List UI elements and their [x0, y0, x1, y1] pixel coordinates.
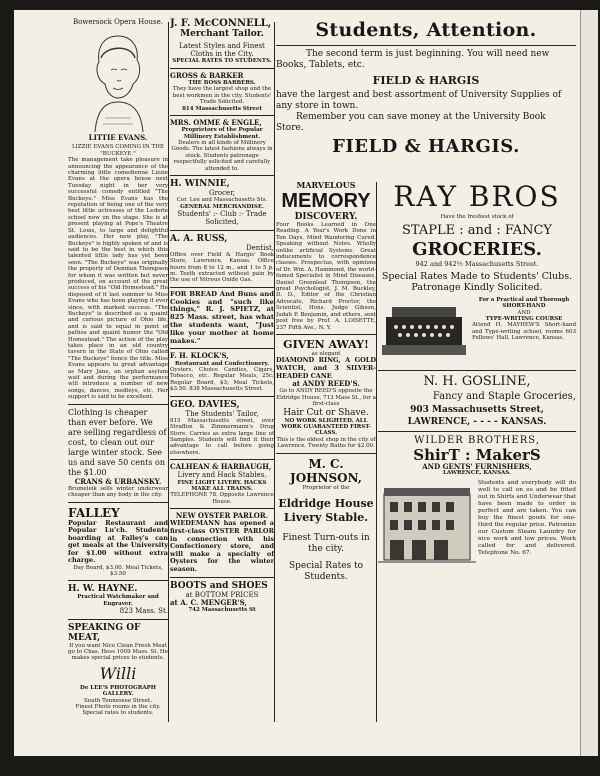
signature-logo: Willi [99, 663, 137, 683]
wilder-city: LAWRENCE, KANSAS. [442, 470, 511, 477]
winnie-merchandise: GENERAL MERCHANDISE. [180, 203, 264, 210]
column-rule [274, 22, 275, 722]
memory-label: MEMORY [281, 190, 371, 212]
winnie-trade: Students' :- Club :- Trade Solicited, [177, 210, 267, 227]
article-body: The management take pleasure in announcing the appearance of the charming little comedienne Lizzie Evans at the opera house next Tuesday night in her very successful comedy entitled "The Buckeye." Miss Evans has the reputation of being one of the very best little actresses of the Lederle school now on the stage. She is at present playing at Pope's Theatre St. Louis, to large and delightful audiences. Her new play, "The Buckeye" is highly spoken of and is said to be the best in which this talented little lady has yet been seen. "The Buckeye" was originally the property of Denman Thompson for whom it was written but never produced, on account of the great success of his "Old Homestead." He disposed of it last summer to Miss Evans who has been playing it ever since, with marked success. "The Buckeye" is described as a quaint and curious picture of Ohio life, and is said to equal in point of pathos and quaint humor the "Old Homestead." The action of the play takes place in an old country tavern in the State of Ohio called "The Buckeye" hence the title. Miss Evans appears to great advantage as Mary Jane, an orphan asylum waif and during the performance will introduce a number of new songs, dances, medleys, etc. Her support is said to be excellent. [68, 157, 168, 401]
field-hargis-banner: FIELD & HARGIS. [332, 136, 520, 157]
menger-address: 742 Massachusetts St [188, 607, 256, 613]
groceries-title: GROCERIES. [412, 239, 542, 261]
harbaugh-subtitle: Livery and Hack Stables. [177, 471, 267, 480]
headline-paragraph-1: The second term is just beginning. You will need new Books, Tablets, etc. [276, 49, 550, 70]
typewriting-course: TYPE-WRITING COURSE [485, 316, 563, 323]
wilder-block [378, 480, 576, 572]
next-page-edge [580, 10, 598, 756]
gallery-address: South Tennessee Street. [84, 697, 152, 704]
hayne-address: 823 Mass. St. [119, 607, 168, 616]
staple-fancy: STAPLE : and : FANCY [401, 223, 553, 239]
davies-body: 815 Massachusetts street, over Straffon & Zimmermann's Drug Store. Carries as extra large line of Samples. Students will find it their advantage to call before going elsewhere. [170, 417, 274, 456]
shirt-makers: ShirT : MakerS [413, 445, 541, 464]
boss-barbers: THE BOSS BARBERS. [188, 80, 256, 87]
column-rule [168, 22, 169, 722]
given-away-title: GIVEN AWAY! [283, 337, 369, 351]
boots-title: BOOTS and SHOES [170, 580, 268, 591]
barbers-body: They have the largest shop and the best workmen in the city. Students' Trade Solicited. [172, 86, 272, 106]
typewriting-body: Attend H. MAYHEW'S Short-hand and Type-writing school, rooms 603 Fellows' Hall, Lawrence, Kansas. [472, 322, 576, 342]
engle-name: MRS. OMME & ENGLE, [170, 118, 262, 128]
clothing-ad: Clothing is cheaper than ever before. We are selling regardless of cost, to clean out our large winter stock. See us and save 50 cents on the $1.00 [68, 407, 167, 477]
column-3a [276, 180, 376, 724]
typewriter-illustration [378, 299, 470, 361]
klock-subtitle: Restaurant and Confectionery. [175, 360, 269, 367]
harbaugh-telephone: TELEPHONE 78. Opposite Lawrence House. [170, 492, 274, 505]
underwear-note: Brumeleik sells winter underwear cheaper than any body in the city. [68, 485, 168, 499]
typewriting-heading: For a Practical and Thorough [478, 296, 570, 303]
falley-prices: Day Board, $3.00. Meal Tickets, $3.50 [73, 564, 163, 578]
oyster-body: WIEDEMANN has opened a first-class OYSTER PARLOR in connection with his Confectionery store, and will make a specialty of Oysters for the winter season. [170, 519, 274, 573]
oyster-title: NEW OYSTER PARLOR. [175, 511, 269, 521]
klock-name: F. H. KLOCK'S, [170, 351, 229, 361]
boots-subtitle: at BOTTOM PRICES [185, 590, 259, 599]
winnie-address: Cor. Lee and Massachusetts Sts. [176, 197, 268, 204]
ray-address: 942 and 942½ Massachusetts Street. [415, 260, 539, 269]
falley-title: FALLEY [68, 505, 120, 520]
harbaugh-body: FINE LIGHT LIVERY. HACKS MAKE ALL TRAINS. [177, 479, 267, 493]
headline-paragraph-3: Remember you can save money at the University Book Store. [276, 112, 546, 133]
klock-body: Oysters, Choice Candies, Cigars, Tobacco, etc. Regular Meals, 25c; Regular Board, $3; Meal Tickets, $3.50. 838 Massachusetts Street. [170, 366, 274, 393]
gosline-address: 903 Massachusetts Street, [410, 404, 544, 415]
article-heading: LIZZIE EVANS COMING IN THE "BUCKEYE." [71, 144, 164, 157]
column-rule [376, 182, 377, 722]
actress-portrait-image [75, 28, 161, 132]
ray-special: Special Rates Made to Students' Clubs. Patronage Kindly Solicited. [381, 270, 573, 293]
russ-subtitle: Dentist, [246, 243, 274, 252]
gosline-name: N. H. GOSLINE, [423, 373, 531, 389]
hayne-subtitle: Practical Watchmaker and Engraver. [77, 594, 159, 607]
gosline-subtitle: Fancy and Staple Groceries, [432, 390, 576, 402]
reeds-body: Go to ANDY REED'S opposite the Eldridge House, 713 Mass St., for a first-class [276, 388, 376, 408]
store-building-illustration [378, 480, 476, 570]
column-2 [170, 18, 274, 724]
meat-body: If you want Nice Clean Fresh Meat go to Chas. Hess 1009 Mass. St. He makes special prices to students. [68, 642, 168, 662]
mcconnell-rates: SPECIAL RATES TO STUDENTS. [172, 58, 272, 65]
column-3b [378, 180, 576, 724]
lawrence-kansas: LAWRENCE, - - - - KANSAS. [407, 416, 547, 427]
falley-description: Popular Restaurant and Popular Lu'ch. Students boarding at Falley's can get meals at the University for $1.00 without extra charge. [68, 518, 168, 565]
discovery-label: DISCOVERY. [294, 212, 358, 222]
column-3-top [276, 18, 576, 180]
gallery-note: Finest Photo rooms in the city. Special rates to students. [75, 703, 161, 717]
diamond-ring-text: DIAMOND RING, A GOLD WATCH, and 3 SILVER-HEADED CANE [276, 356, 376, 380]
baths-text: This is the oldest shop in the city of Lawrence. Twenty Baths for $2.00. [276, 436, 376, 450]
main-headline: Students, Attention. [315, 19, 537, 41]
haircut-title: Hair Cut or Shave. [283, 407, 369, 418]
hayne-title: H. W. HAYNE. [68, 584, 138, 595]
engle-subtitle: Proprietors of the Popular Millinery Establishment. [181, 127, 263, 140]
shorthand-label: SHORT-HAND [502, 303, 546, 310]
barbers-address: 814 Massachusetts Street [182, 105, 262, 112]
given-away-sub: as elegant [311, 350, 341, 357]
mcconnell-name: J. F. McCONNELL, [170, 18, 272, 29]
work-guaranteed: NO WORK SLIGHTED. ALL WORK GUARANTEED FIRST-CLASS. [281, 417, 371, 437]
headline-paragraph-2: have the largest and best assortment of University Supplies of any store in town. [276, 90, 562, 111]
ray-bros-title: RAY BROS [393, 180, 561, 213]
meat-heading: SPEAKING OF MEAT, [68, 622, 141, 643]
wilder-body: Students and everybody will do well to call on us and be fitted out in Shirts and Underwear that have been made to order in perfect and are taken. You can buy the finest goods for one-third the regular price. Patronize our Custom Steam Laundry for nice work and low prices. Work called for and delivered. Telephone No. 67. [478, 479, 576, 556]
column-1 [68, 18, 168, 724]
turnouts-text: Finest Turn-outs in the city. [282, 532, 370, 554]
winnie-subtitle: Grocer, [208, 189, 236, 198]
eldridge-stable: Eldridge House Livery Stable. [278, 496, 374, 524]
and-label: AND [517, 309, 531, 316]
crans-urbansky-name: CRANS & URBANSKY. [74, 476, 162, 486]
ray-bros-subtitle: Have the freshest stock of [440, 214, 514, 220]
russ-name: A. A. RUSS, [170, 233, 228, 244]
field-hargis-name: FIELD & HARGIS [372, 74, 480, 87]
harbaugh-name: CALHEAN & HARBAUGH, [170, 462, 272, 472]
gallery-title: De LEE'S PHOTOGRAPH GALLERY. [80, 684, 156, 698]
special-rates-text: Special Rates to Students. [288, 560, 364, 582]
davies-subtitle: The Students' Tailor, [185, 409, 259, 418]
menger-name: at A. C. MENGER'S, [170, 597, 247, 607]
gents-furnishers: AND GENTS' FURNISHERS, [422, 461, 532, 471]
typewriter-ad [378, 297, 576, 367]
johnson-subtitle: Proprietor of the [302, 484, 350, 491]
mcconnell-subtitle: Merchant Tailor. [180, 29, 264, 39]
wilder-brothers: WILDER BROTHERS, [414, 434, 540, 446]
marvelous-label: MARVELOUS [296, 180, 356, 190]
portrait-caption: LITTIE EVANS. [88, 133, 148, 143]
davies-name: GEO. DAVIES, [170, 399, 240, 410]
mcconnell-body: Latest Styles and Finest Cloths in the City. [179, 42, 265, 59]
memory-body: Four Books Learned in One Reading. A Year's Work Done in Ten Days. Mind Wandering Cured. Speaking without Notes. Wholly unlike artificial Systems. Great inducements to correspondence classes. Prospectus, with opinions of Dr. Wm. A. Hammond, the world-famed Specialist in Mind Diseases, Daniel Greenleaf Thompson, the great Psychologist, J. M. Buckley, D. D., Editor of the Christian Advocate, Richard Proctor, the Scientist, Hons. Judge Gibson, Judah P. Benjamin, and others, sent post free by Prof. A. LOISETTE, 237 Fifth Ave., N. Y. [276, 222, 376, 331]
johnson-name: M. C. JOHNSON, [290, 456, 362, 485]
russ-body: Office over Field & Hargis' Book Store, Lawrence, Kansas. Office hours from 8 to 12 m., and 1 to 5 p. m. Teeth extracted without pain by the use of Nitrous Oxide Gas. [170, 251, 274, 284]
bread-ad: FOR BREAD And Buns and Cookies and "such like things," R. J. SPIETZ, at 825 Mass. street, has what the students want, "Just like your mother at home makes." [170, 289, 274, 345]
andy-reeds-title: at ANDY REED'S. [292, 379, 360, 389]
opera-house-title: Bowersock Opera House. [73, 18, 163, 26]
gross-barker-name: GROSS & BARKER [170, 70, 244, 80]
engle-body: Dealers in all kinds of Millinery Goods. The latest fashions always in stock. Students patronage respectfully solicited and carefully attended to. [171, 140, 273, 172]
winnie-name: H. WINNIE, [170, 179, 230, 190]
